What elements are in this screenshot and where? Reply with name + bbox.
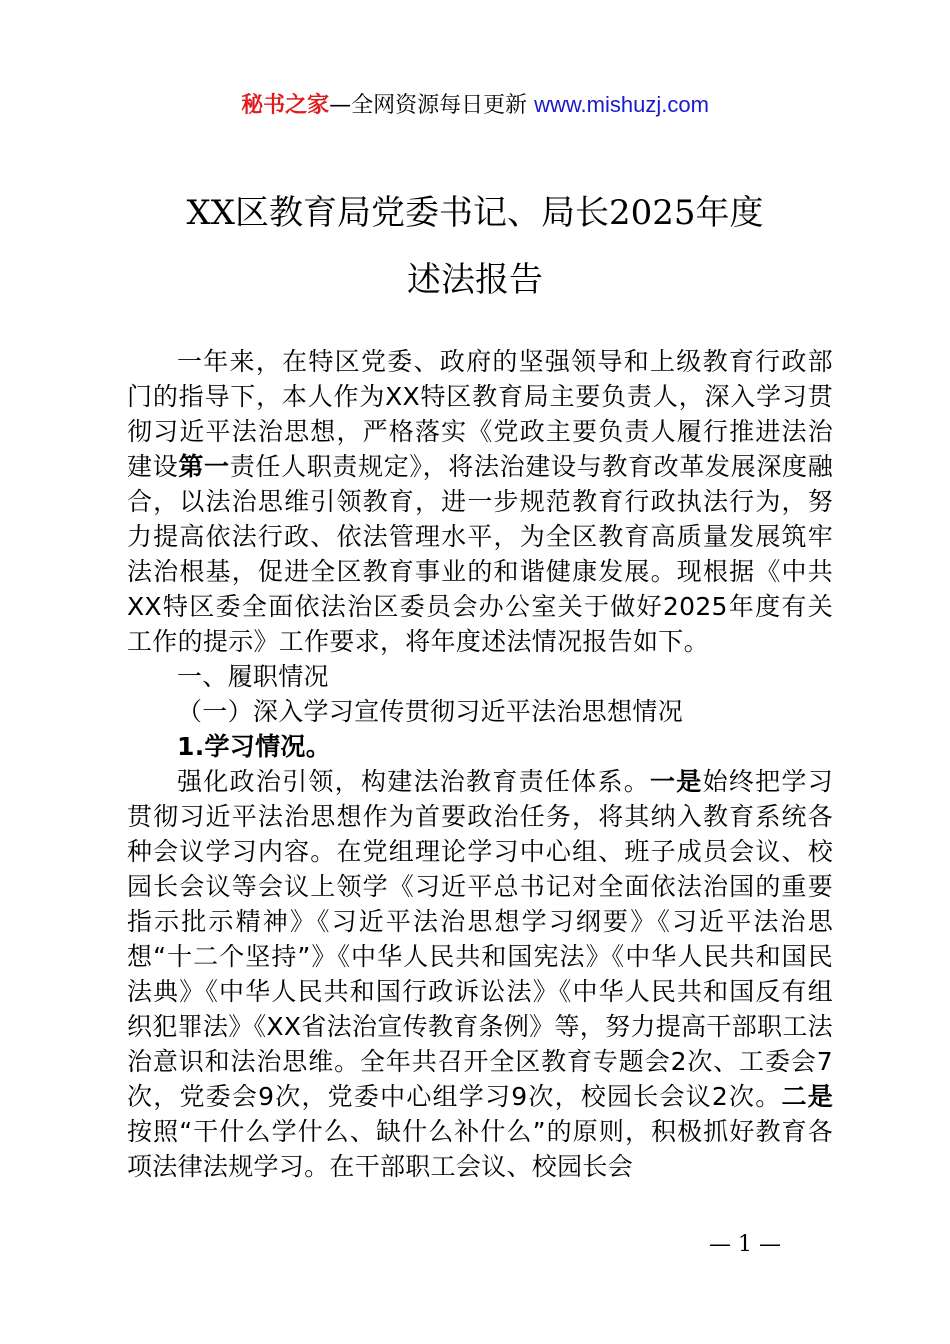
study-paragraph [127,764,833,1184]
document-title-line-1: XX区教育局党委书记、局长2025年度 [186,193,764,233]
document-body [127,344,833,1184]
document-title-line-2: 述法报告 [407,260,543,300]
intro-paragraph [127,344,833,659]
section-heading-3-text: 1.学习情况。 [177,732,331,761]
page-number: — 1 — [709,1232,781,1257]
intro-text-b: 责任人职责规定》，将法治建设与教育改革发展深度融合，以法治思维引领教育，进一步规范教育行政执法行为，努力提高依法行政、依法管理水平，为全区教育高质量发展筑牢法治根基，促进全区教育事业的和谐健康发展。现根据《中共XX特区委全面依法治区委员会办公室关于做好2025年度有关工作的提示》工作要求，将年度述法情况报告如下。 [127,452,834,656]
section-heading-3 [127,729,833,764]
intro-text-a: 一年来，在特区党委、政府的坚强领导和上级教育行政部门的指导下，本人作为XX特区教育局主要负责人，深入学习贯彻习近平法治思想，严格落实《党政主要负责人履行推进法治建设 [127,347,833,481]
intro-bold: 第一 [178,452,230,481]
site-tagline: —全网资源每日更新 [329,93,528,118]
study-bold-a: 一是 [650,767,703,796]
section-heading-2: （一）深入学习宣传贯彻习近平法治思想情况 [177,697,684,726]
study-bold-b: 二是 [781,1082,833,1111]
site-url-link[interactable]: www.mishuzj.com [534,92,709,117]
study-text-a: 强化政治引领，构建法治教育责任体系。 [177,767,651,796]
page-header [0,88,950,123]
study-text-b: 始终把学习贯彻习近平法治思想作为首要政治任务，将其纳入教育系统各种会议学习内容。在党组理论学习中心组、班子成员会议、校园长会议等会议上领学《习近平总书记对全面依法治国的重要指示批示精神》《习近平法治思想学习纲要》《习近平法治思想“十二个坚持”》《中华人民共和国宪法》《中华人民共和国民法典》《中华人民共和国行政诉讼法》《中华人民共和国反有组织犯罪法》《XX省法治宣传教育条例》等，努力提高干部职工法治意识和法治思维。全年共召开全区教育专题会2次、工委会7次，党委会9次，党委中心组学习9次，校园长会议2次。 [127,767,833,1111]
site-name: 秘书之家 [241,93,330,118]
study-text-c: 按照“干什么学什么、缺什么补什么”的原则，积极抓好教育各项法律法规学习。在干部职工会议、校园长会 [127,1117,833,1181]
section-heading-1: 一、履职情况 [177,662,329,691]
